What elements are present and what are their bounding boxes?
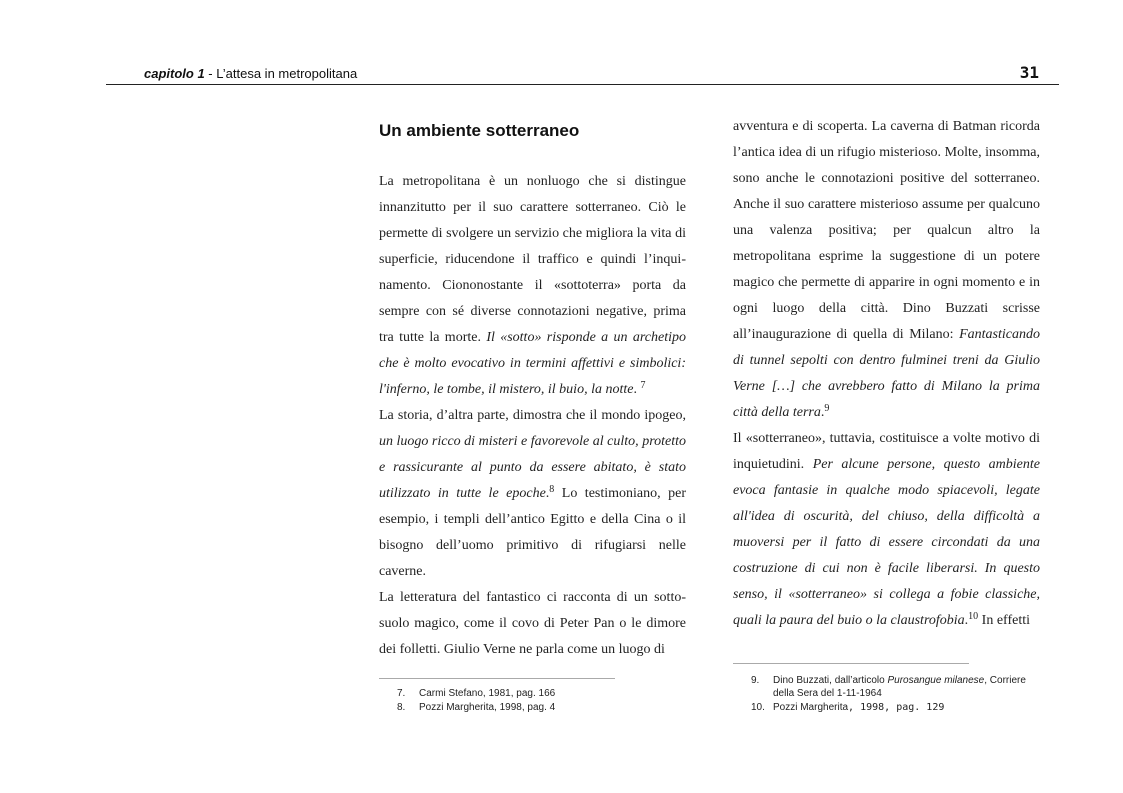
footnote-9-article-title: Purosangue milanese: [887, 675, 985, 686]
paragraph-2-text: La storia, d’altra parte, dimostra che il mondo ipogeo,: [379, 408, 686, 423]
paragraph-2-text-end: Lo testimoniano, per esempio, i templi dell’antico Egitto e della Cina o il bisogno dell’uomo primitivo di rifugiarsi nelle caverne.: [379, 486, 686, 579]
running-head: [144, 66, 357, 81]
paragraph-5: [733, 426, 1040, 634]
footnote-number: 7.: [397, 688, 406, 699]
paragraph-5-quote: Per alcune persone, questo ambiente evoca fantasie in qualche modo spiacevoli, legate all'idea di oscurità, del chiuso, della difficoltà a muoversi per il fatto di essere circondati da una costruzione di cui non è facile liberarsi. In questo senso, il «sotterraneo» si collega a fobie classiche, quali la paura del buio o la claustrofobia: [733, 457, 1040, 628]
footnote-number: 8.: [397, 702, 406, 713]
right-column: [733, 114, 1040, 634]
footnote-ref-9[interactable]: 9: [824, 403, 830, 414]
paragraph-5-text-end: In effetti: [978, 613, 1030, 628]
paragraph-1: [379, 169, 686, 403]
footnote-divider-right: [733, 663, 969, 664]
paragraph-4-text: avventura e di scoperta. La caverna di Batman ricorda l’antica idea di un rifugio misterioso. Molte, insomma, sono anche le connotazioni positive del sotterraneo. Anche il suo carattere misterioso assume per qualcuno una valenza positiva; per qualcun altro la metropolitana esprime la suggestione di un potere magico che permette di apparire in ogni momento e in ogni luogo della città. Dino Buzzati scrisse all’inaugurazione di quella di Milano:: [733, 119, 1040, 342]
footnote-ref-8[interactable]: 8: [549, 484, 555, 495]
paragraph-5-dot: .: [964, 613, 969, 628]
paragraph-5-text: Il «sotterraneo», tuttavia, costituisce a volte motivo di inquietudini.: [733, 431, 1040, 472]
paragraph-1-text: La metropolitana è un nonluogo che si distingue innanzitutto per il suo carattere sotterraneo. Ciò le permette di svolgere un servizio che migliora la vita di superficie, riducendone il traffico e quindi l’inquinamento. Ciononostante il «sottoterra» porta da sempre con sé diverse connotazioni negative, prima tra tutte la morte.: [379, 174, 686, 345]
paragraph-4-dot: .: [820, 405, 825, 420]
footnote-9-text-end: , Corriere della Sera del 1-11-1964: [773, 675, 1026, 699]
page-header: [106, 62, 1059, 85]
footnote-text: [773, 701, 944, 714]
chapter-title: L’attesa in metropolitana: [216, 66, 358, 81]
page-number: 31: [1019, 63, 1039, 82]
footnote-number: 9.: [751, 675, 760, 686]
paragraph-3: La letteratura del fantastico ci racconta di un sottosuolo magico, come il covo di Peter Pan o le dimore dei folletti. Giulio Verne ne parla come un luogo di: [379, 590, 686, 657]
footnote-9: [751, 674, 1031, 700]
paragraph-2-quote: un luogo ricco di misteri e favorevole al culto, protetto e rassicurante al punto da essere abitato, è stato utilizzato in tutte le epoche: [379, 434, 686, 501]
paragraph-1-end: .: [633, 382, 641, 397]
footnote-10-author: Pozzi Margherita: [773, 702, 849, 713]
footnote-text: Pozzi Margherita, 1998, pag. 4: [419, 702, 556, 713]
footnote-ref-7[interactable]: 7: [640, 380, 646, 391]
paragraph-4: [733, 114, 1040, 426]
left-column: [379, 114, 686, 663]
footnote-ref-10[interactable]: 10: [968, 611, 979, 622]
footnote-9-text: Dino Buzzati, dall’articolo: [773, 675, 888, 686]
running-head-separator: -: [204, 66, 217, 81]
paragraph-2-dot: .: [545, 486, 550, 501]
footnote-10: [751, 701, 1031, 714]
footnote-7: [397, 687, 687, 700]
footnotes-left: [397, 687, 687, 715]
section-title: Un ambiente sotterraneo: [379, 121, 580, 140]
paragraph-2: [379, 403, 686, 585]
footnote-number: 10.: [751, 702, 765, 713]
footnote-10-text: , 1998, pag. 129: [848, 702, 945, 713]
footnote-8: [397, 701, 687, 714]
chapter-label: capitolo 1: [144, 66, 205, 81]
paragraph-4-quote: Fantasticando di tunnel sepolti con dentro fulminei treni da Giulio Verne […] che avrebbero fatto di Milano la prima città della terra: [733, 327, 1040, 420]
footnotes-right: [751, 674, 1031, 715]
footnote-text: Carmi Stefano, 1981, pag. 166: [419, 688, 556, 699]
footnote-text: [773, 674, 1031, 700]
paragraph-1-quote: Il «sotto» risponde a un archetipo che è molto evocativo in termini affettivi e simbolici: l'inferno, le tombe, il mistero, il buio, la notte: [379, 330, 686, 397]
footnote-divider-left: [379, 678, 615, 679]
